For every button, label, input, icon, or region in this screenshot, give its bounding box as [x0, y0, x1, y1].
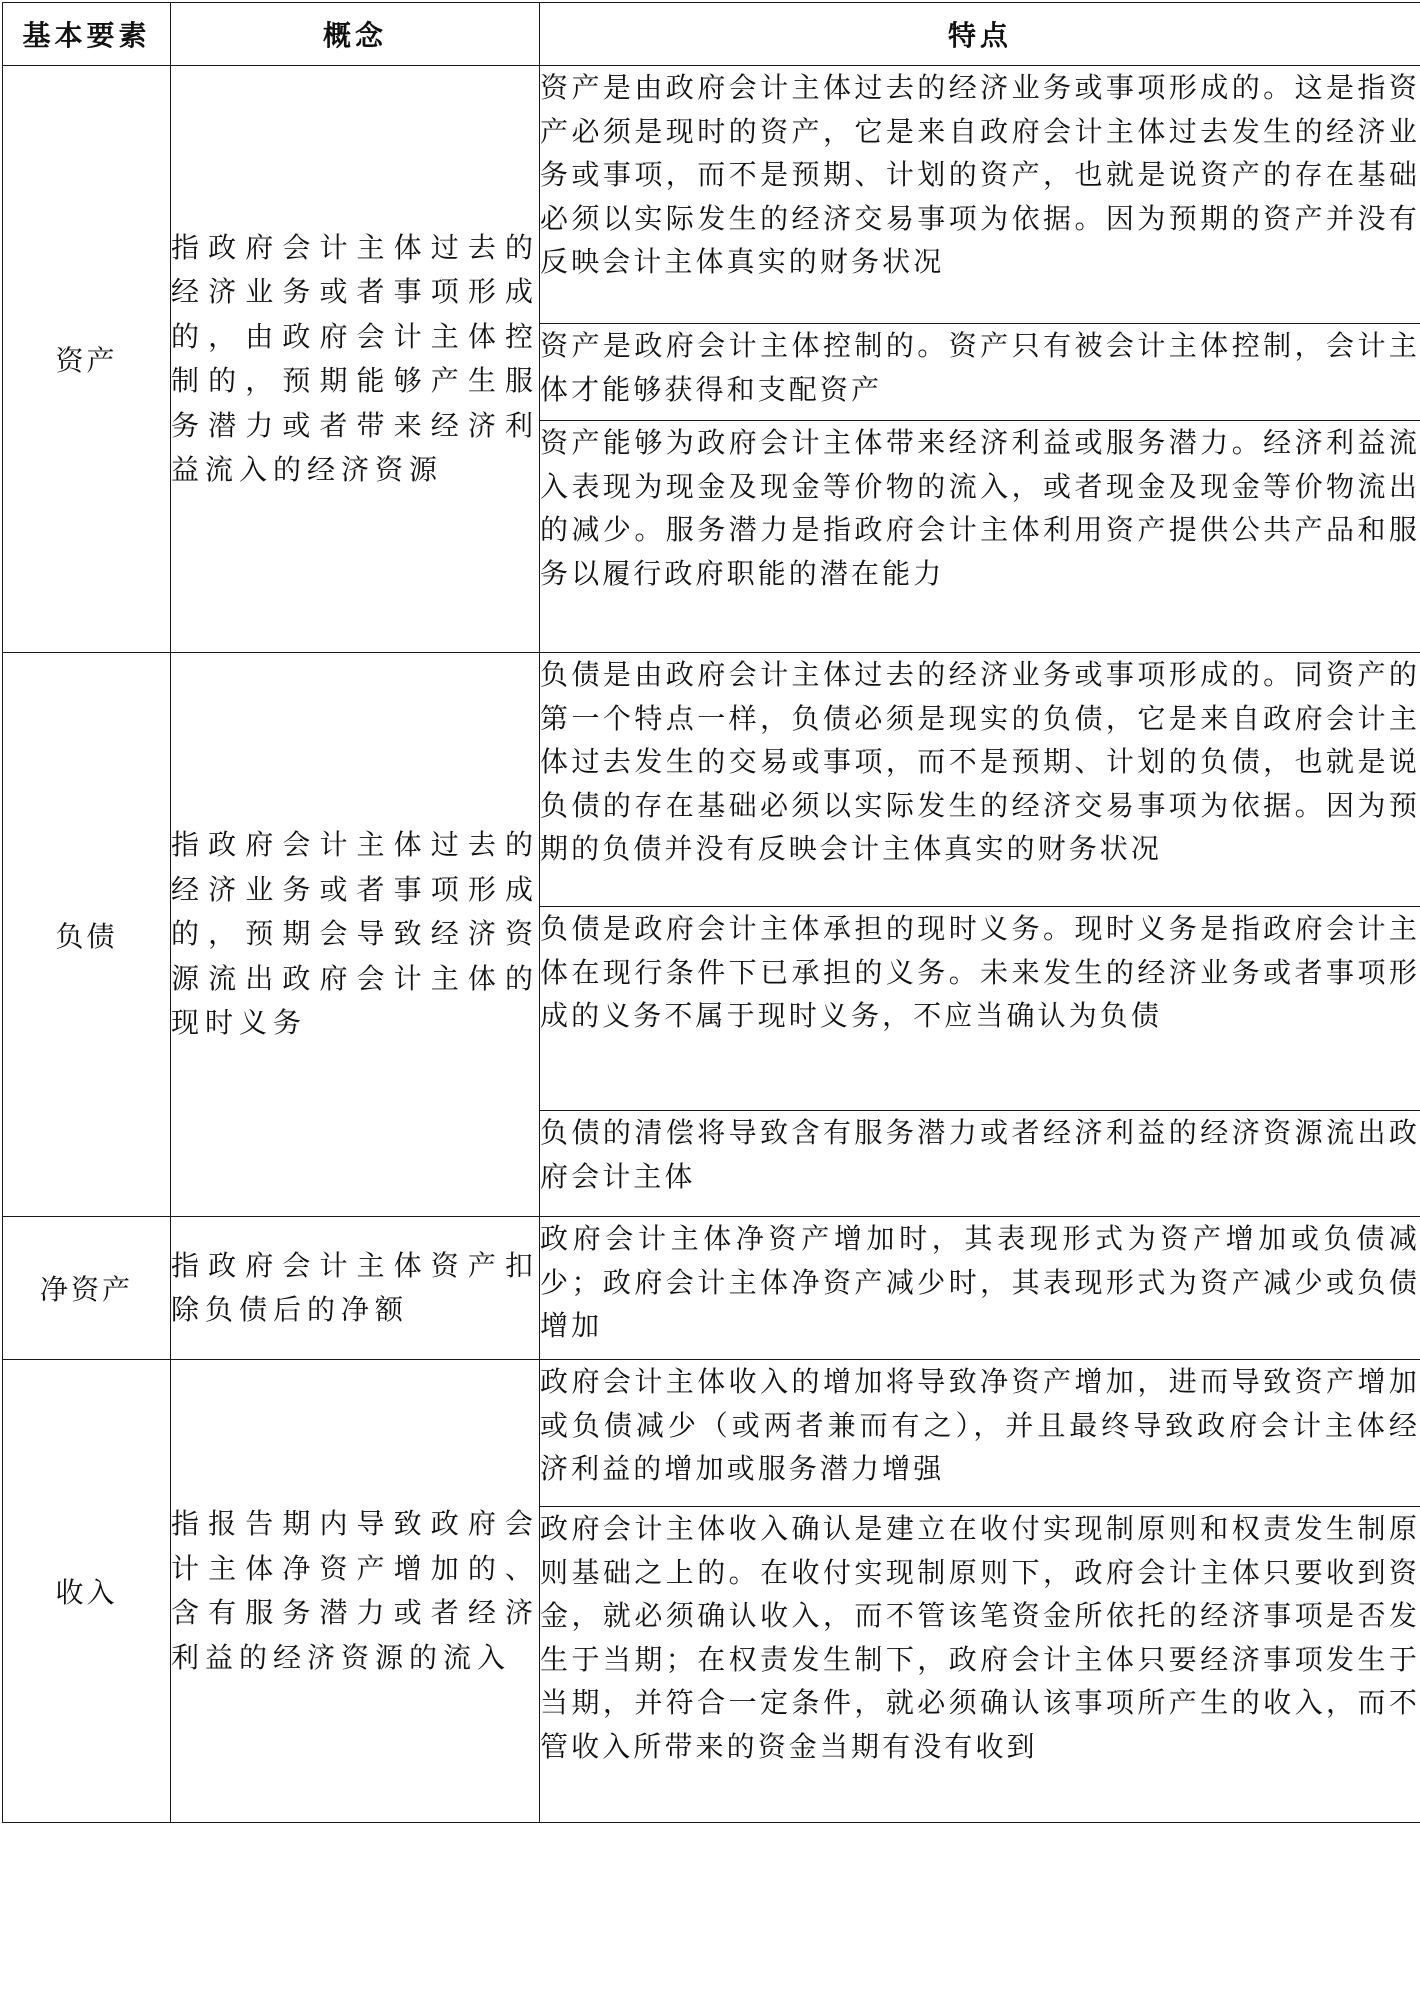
feature-cell: 负债是政府会计主体承担的现时义务。现时义务是指政府会计主体在现行条件下已承担的义务。未来发生的经济业务或者事项形成的义务不属于现时义务，不应当确认为负债	[540, 907, 1420, 1111]
feature-cell: 政府会计主体收入的增加将导致净资产增加，进而导致资产增加或负债减少（或两者兼而有之），并且最终导致政府会计主体经济利益的增加或服务潜力增强	[540, 1360, 1420, 1507]
table-row	[3, 653, 1420, 907]
accounting-elements-table	[2, 2, 1420, 1823]
header-feature: 特点	[540, 3, 1420, 66]
feature-cell: 负债是由政府会计主体过去的经济业务或事项形成的。同资产的第一个特点一样，负债必须是现实的负债，它是来自政府会计主体过去发生的交易或事项，而不是预期、计划的负债，也就是说负债的存在基础必须以实际发生的经济交易事项为依据。因为预期的负债并没有反映会计主体真实的财务状况	[540, 653, 1420, 907]
concept-cell-revenue: 指报告期内导致政府会计主体净资产增加的、含有服务潜力或者经济利益的经济资源的流入	[171, 1360, 540, 1823]
table-row	[3, 1360, 1420, 1507]
feature-cell: 负债的清偿将导致含有服务潜力或者经济利益的经济资源流出政府会计主体	[540, 1111, 1420, 1217]
concept-cell-liabilities: 指政府会计主体过去的经济业务或者事项形成的，预期会导致经济资源流出政府会计主体的现时义务	[171, 653, 540, 1217]
feature-cell: 政府会计主体净资产增加时，其表现形式为资产增加或负债减少；政府会计主体净资产减少时，其表现形式为资产减少或负债增加	[540, 1217, 1420, 1360]
concept-cell-net-assets: 指政府会计主体资产扣除负债后的净额	[171, 1217, 540, 1360]
header-row	[3, 3, 1420, 66]
element-cell-liabilities: 负债	[3, 653, 171, 1217]
table-row	[3, 1217, 1420, 1360]
feature-cell: 资产是由政府会计主体过去的经济业务或事项形成的。这是指资产必须是现时的资产，它是来自政府会计主体过去发生的经济业务或事项，而不是预期、计划的资产，也就是说资产的存在基础必须以实际发生的经济交易事项为依据。因为预期的资产并没有反映会计主体真实的财务状况	[540, 66, 1420, 324]
element-cell-assets: 资产	[3, 66, 171, 653]
header-element: 基本要素	[3, 3, 171, 66]
table-row	[3, 66, 1420, 324]
element-cell-net-assets: 净资产	[3, 1217, 171, 1360]
concept-cell-assets: 指政府会计主体过去的经济业务或者事项形成的，由政府会计主体控制的，预期能够产生服务潜力或者带来经济利益流入的经济资源	[171, 66, 540, 653]
element-cell-revenue: 收入	[3, 1360, 171, 1823]
feature-cell: 资产是政府会计主体控制的。资产只有被会计主体控制，会计主体才能够获得和支配资产	[540, 324, 1420, 421]
feature-cell: 资产能够为政府会计主体带来经济利益或服务潜力。经济利益流入表现为现金及现金等价物的流入，或者现金及现金等价物流出的减少。服务潜力是指政府会计主体利用资产提供公共产品和服务以履行政府职能的潜在能力	[540, 421, 1420, 653]
feature-cell: 政府会计主体收入确认是建立在收付实现制原则和权责发生制原则基础之上的。在收付实现制原则下，政府会计主体只要收到资金，就必须确认收入，而不管该笔资金所依托的经济事项是否发生于当期；在权责发生制下，政府会计主体只要经济事项发生于当期，并符合一定条件，就必须确认该事项所产生的收入，而不管收入所带来的资金当期有没有收到	[540, 1507, 1420, 1823]
header-concept: 概念	[171, 3, 540, 66]
